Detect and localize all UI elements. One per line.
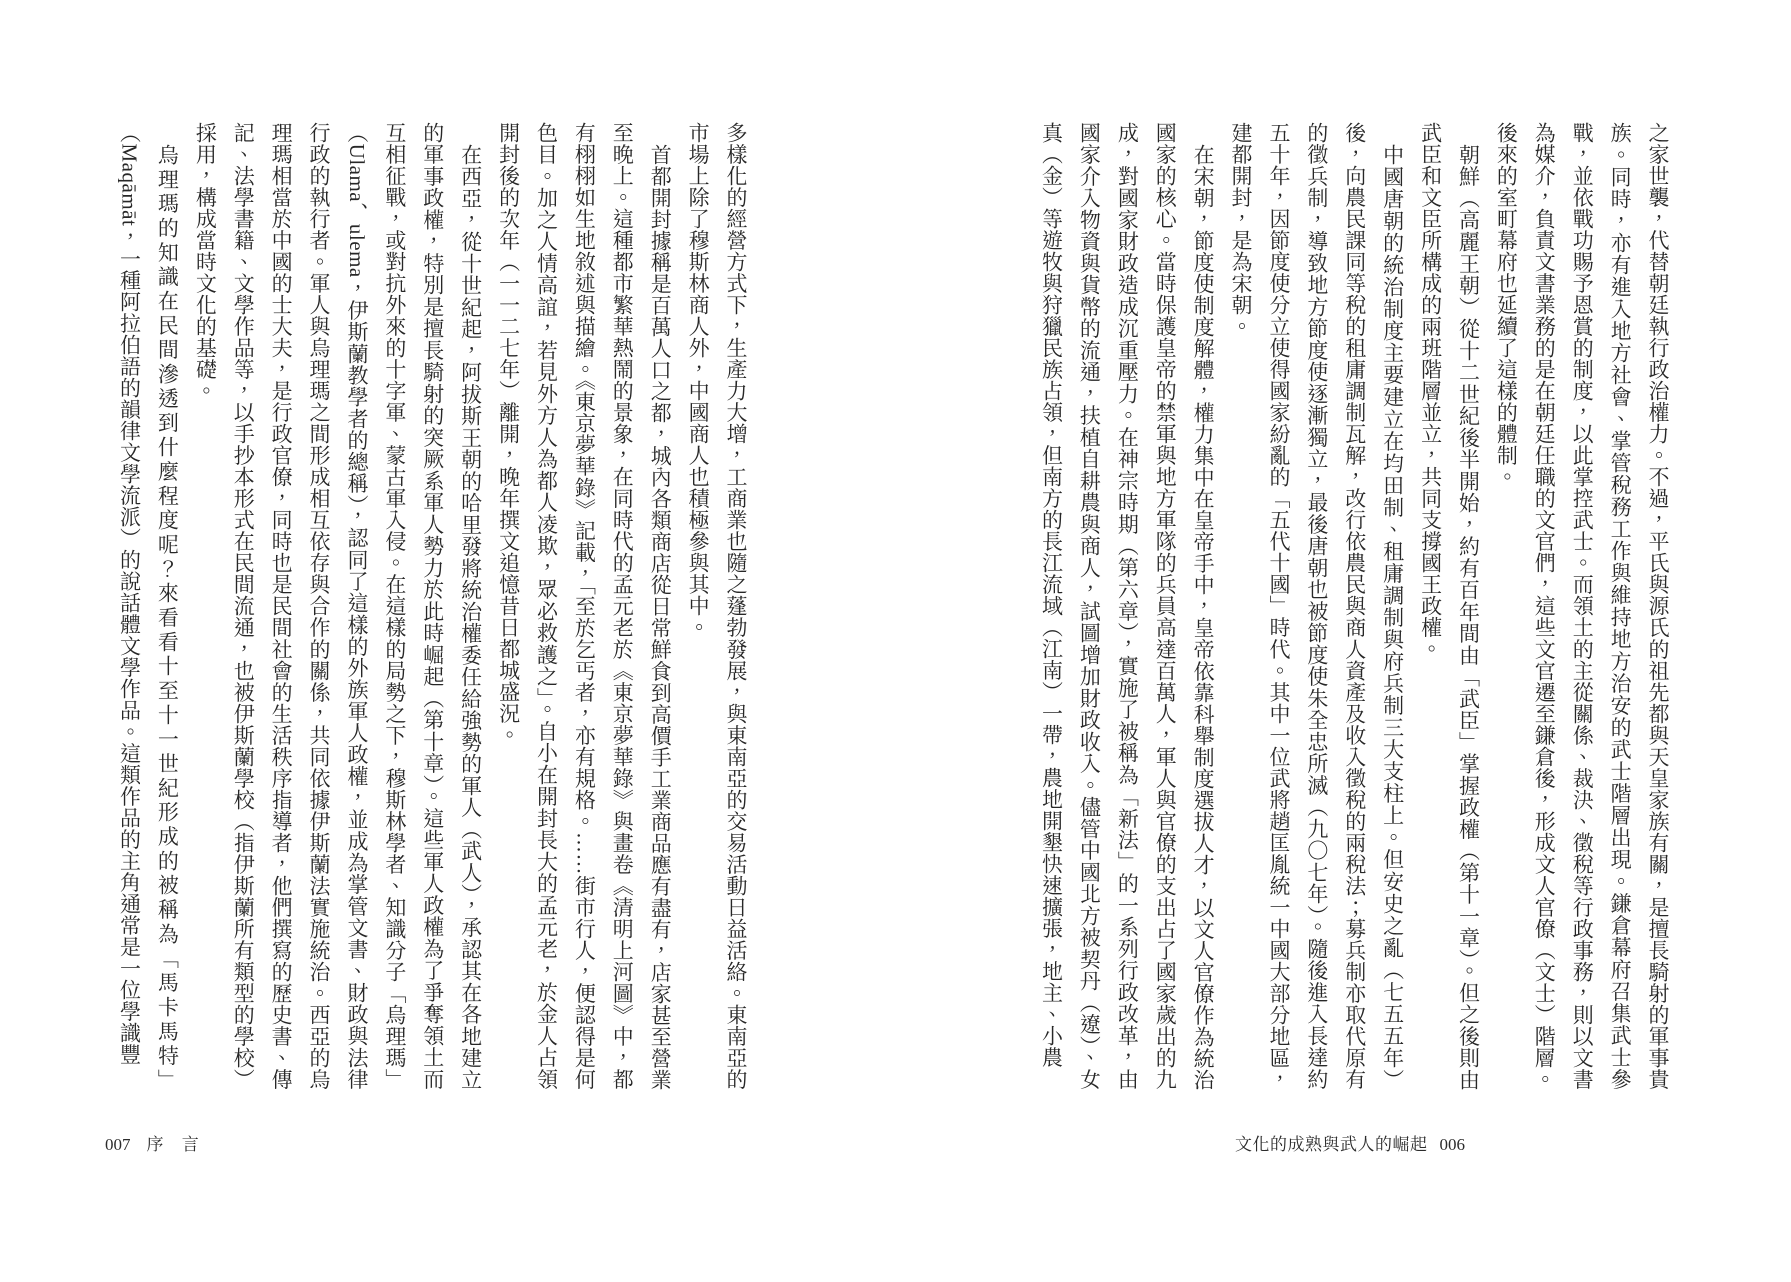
page-number-right: 006 xyxy=(1439,1135,1465,1154)
page-left-footer xyxy=(105,1130,206,1152)
page-right-footer xyxy=(1235,1130,1465,1152)
paragraph-continuation: 之家世襲，代替朝廷執行政治權力。不過，平氏與源氏的祖先都與天皇家族有關，是擅長騎射的軍事貴族。同時，亦有進入地方社會、掌管稅務工作與維持地方治安的武士階層出現。鎌倉幕府召集武士參戰，並依戰功賜予恩賞的制度，以此掌控武士。而領土的主從關係、裁決、徵稅等行政事務，則以文書為媒介，負責文書業務的是在朝廷任職的文官們，這些文官遷至鎌倉後，形成文人官僚（文士）階層。後來的室町幕府也延續了這樣的體制。 xyxy=(1494,122,1670,1090)
running-head-section-title: 序 言 xyxy=(146,1135,206,1154)
page-right-text-block xyxy=(1024,122,1676,1090)
page-number-left: 007 xyxy=(105,1135,131,1154)
page-left-text-block xyxy=(102,122,754,1090)
paragraph: 在宋朝，節度使制度解體，權力集中在皇帝手中，皇帝依靠科舉制度選拔人才，以文人官僚作為統治國家的核心。當時保護皇帝的禁軍與地方軍隊的兵員高達百萬人，軍人與官僚的支出占了國家歲出的九成，對國家財政造成沉重壓力。在神宗時期（第六章），實施了被稱為「新法」的一系列行政改革，由國家介入物資與貨幣的流通，扶植自耕農與商人，試圖增加財政收入。儘管中國北方被契丹（遼）、女真（金）等遊牧與狩獵民族占領，但南方的長江流域（江南）一帶，農地開墾快速擴張，地主、小農 xyxy=(1039,122,1216,1090)
paragraph: 烏理瑪的知識在民間滲透到什麼程度呢？來看看十至十一世紀形成的被稱為「馬卡馬特」（Maqāmāt，一種阿拉伯語的韻律文學流派）的說話體文學作品。這類作品的主角通常是一位學識豐 xyxy=(117,122,180,1090)
paragraph: 朝鮮（高麗王朝）從十二世紀後半開始，約有百年間由「武臣」掌握政權（第十一章）。但之後則由武臣和文臣所構成的兩班階層並立，共同支撐國王政權。 xyxy=(1418,122,1481,1090)
paragraph-continuation: 多樣化的經營方式下，生產力大增，工商業也隨之蓬勃發展，與東南亞的交易活動日益活絡。東南亞的市場上除了穆斯林商人外，中國商人也積極參與其中。 xyxy=(686,122,748,1090)
paragraph: 中國唐朝的統治制度主要建立在均田制、租庸調制與府兵制三大支柱上。但安史之亂（七五五年）後，向農民課同等稅的租庸調制瓦解，改行依農民與商人資產及收入徵稅的兩稅法；募兵制亦取代原有的徵兵制，導致地方節度使逐漸獨立，最後唐朝也被節度使朱全忠所滅（九〇七年）。隨後進入長達約五十年，因節度使分立使得國家紛亂的「五代十國」時代。其中一位武將趙匡胤統一中國大部分地區，建都開封，是為宋朝。 xyxy=(1229,122,1405,1090)
paragraph: 首都開封據稱是百萬人口之都，城內各類商店從日常鮮食到高價手工業商品應有盡有，店家甚至營業至晚上。這種都市繁華熱鬧的景象，在同時代的孟元老於《東京夢華錄》與畫卷《清明上河圖》中，都有栩栩如生地敘述與描繪。《東京夢華錄》記載，「至於乞丐者，亦有規格。……街市行人，便認得是何色目。加之人情高誼，若見外方人為都人凌欺，眾必救護之」。自小在開封長大的孟元老，於金人占領開封後的次年（一一二七年）離開，晚年撰文追憶昔日都城盛況。 xyxy=(496,122,673,1090)
running-head-chapter-title: 文化的成熟與武人的崛起 xyxy=(1235,1135,1428,1154)
paragraph: 在西亞，從十世紀起，阿拔斯王朝的哈里發將統治權委任給強勢的軍人（武人），承認其在各地建立的軍事政權，特別是擅長騎射的突厥系軍人勢力於此時崛起（第十章）。這些軍人政權為了爭奪領土而互相征戰，或對抗外來的十字軍、蒙古軍入侵。在這樣的局勢之下，穆斯林學者、知識分子「烏理瑪」（Ulama、ulema，伊斯蘭教學者的總稱），認同了這樣的外族軍人政權，並成為掌管文書、財政與法律行政的執行者。軍人與烏理瑪之間形成相互依存與合作的關係，共同依據伊斯蘭法實施統治。西亞的烏理瑪相當於中國的士大夫，是行政官僚，同時也是民間社會的生活秩序指導者，他們撰寫的歷史書、傳記、法學書籍、文學作品等，以手抄本形式在民間流通，也被伊斯蘭學校（指伊斯蘭所有類型的學校）採用，構成當時文化的基礎。 xyxy=(193,122,483,1090)
